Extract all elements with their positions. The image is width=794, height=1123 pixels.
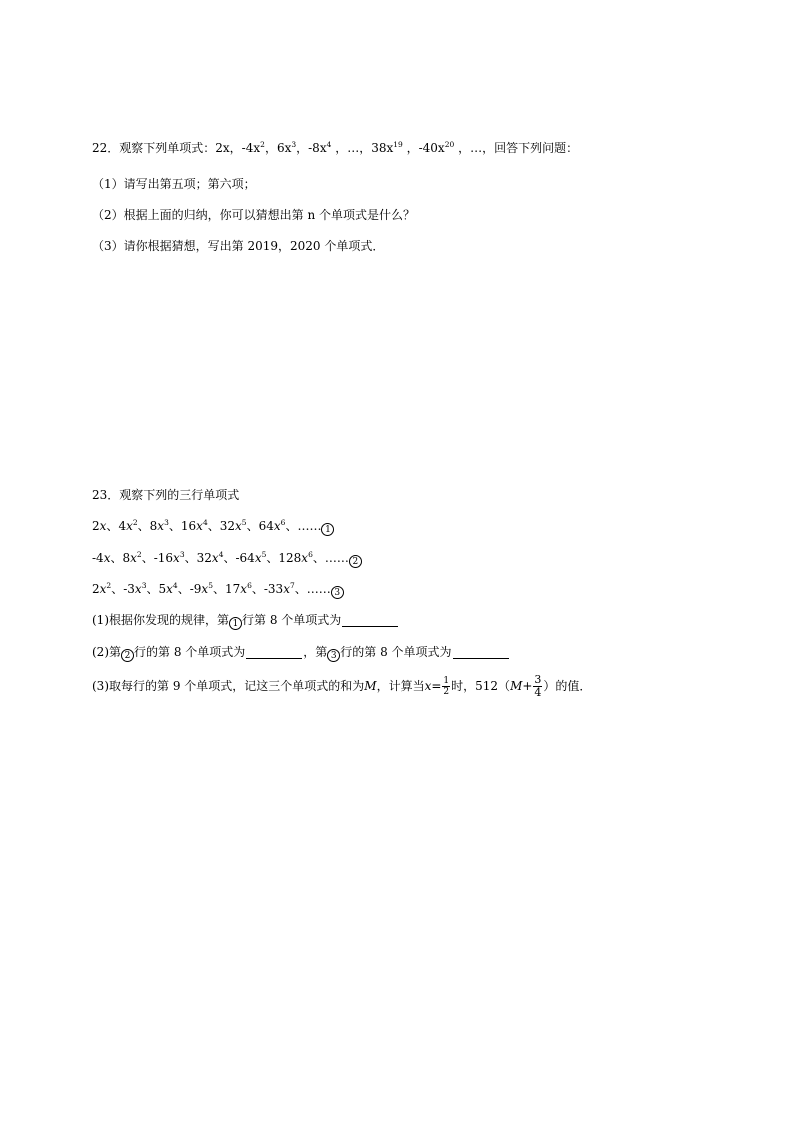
term-variable: x: [134, 582, 142, 596]
term-coefficient: -3: [123, 582, 135, 596]
term-coefficient: 32: [196, 551, 212, 565]
term-variable: x: [157, 519, 165, 533]
term: ，6x: [264, 141, 292, 155]
q23-part-1: [92, 611, 399, 630]
text: (3)取每行的第 9 个单项式，记这三个单项式的和为: [92, 679, 365, 693]
exponent: 19: [393, 140, 403, 149]
term-coefficient: 16: [180, 519, 197, 533]
circled-marker: 1: [321, 523, 334, 536]
term-variable: x: [240, 582, 248, 596]
q22-part-3: （3）请你根据猜想，写出第 2019，2020 个单项式．: [92, 239, 385, 253]
exponent: 5: [241, 518, 247, 527]
q22-stem-text: 观察下列单项式：2x，-4x: [119, 141, 261, 155]
numerator: 1: [443, 676, 450, 686]
term-coefficient: 8: [122, 551, 131, 565]
text: ）的值．: [543, 679, 592, 693]
fraction: [442, 676, 450, 697]
term-coefficient: -9: [189, 582, 202, 596]
exponent: 4: [218, 550, 224, 559]
q23-number: 23．: [92, 488, 120, 502]
term-variable: x: [173, 551, 180, 565]
term-coefficient: 4: [118, 519, 127, 533]
denominator: 2: [443, 687, 450, 697]
text: (2)第: [92, 645, 121, 659]
exponent: 2: [106, 581, 112, 590]
circled-marker: 3: [331, 586, 344, 599]
term-coefficient: 32: [219, 519, 236, 533]
circled-marker: 2: [121, 649, 134, 662]
term-coefficient: -4: [92, 551, 104, 565]
text: +: [522, 679, 533, 693]
text: 时，512（: [451, 679, 511, 693]
term-variable: x: [99, 519, 107, 533]
exponent: 20: [444, 140, 455, 149]
variable: M: [510, 679, 523, 693]
ellipsis: ……: [297, 519, 322, 533]
term: ，-8x: [296, 141, 327, 155]
exponent: 6: [280, 518, 286, 527]
term-variable: x: [99, 582, 107, 596]
term-variable: x: [211, 551, 219, 565]
circled-marker: 1: [229, 617, 242, 630]
denominator: 4: [534, 686, 542, 699]
text: 行的第 8 个单项式为: [134, 645, 246, 659]
variable: x: [424, 679, 432, 693]
answer-blank[interactable]: [246, 646, 302, 659]
exponent: 6: [247, 581, 252, 590]
exponent: 4: [202, 518, 208, 527]
term-coefficient: 2: [92, 582, 100, 596]
separator: 、: [111, 582, 124, 596]
term-coefficient: -16: [153, 551, 174, 565]
term: ，…，38x: [331, 141, 394, 155]
separator: 、: [110, 551, 123, 565]
term-variable: x: [130, 551, 137, 565]
q23-part-3: [92, 674, 591, 699]
separator: 、: [207, 519, 220, 533]
term-coefficient: 128: [278, 551, 302, 565]
separator: 、: [168, 519, 181, 533]
separator: 、: [137, 519, 150, 533]
fraction: [533, 674, 542, 699]
term-coefficient: 17: [225, 582, 241, 596]
term-variable: x: [283, 582, 290, 596]
separator: 、: [141, 551, 154, 565]
separator: 、: [106, 519, 119, 533]
q23-row-1: [92, 517, 334, 536]
text: =: [431, 679, 442, 693]
exponent: 2: [136, 550, 142, 559]
term-coefficient: -64: [235, 551, 255, 565]
text: 行第 8 个单项式为: [242, 613, 342, 627]
term-coefficient: 64: [258, 519, 274, 533]
exponent: 4: [326, 140, 332, 149]
exponent: 2: [132, 518, 138, 527]
term: ，…，回答下列问题：: [454, 141, 579, 155]
ellipsis: ……: [306, 582, 331, 596]
ellipsis: ……: [324, 551, 349, 565]
q23-part-2: [92, 643, 510, 662]
term-variable: x: [301, 551, 309, 565]
term-coefficient: 5: [158, 582, 167, 596]
variable: M: [364, 679, 377, 693]
text: ，计算当: [376, 679, 425, 693]
text: 行的第 8 个单项式为: [340, 645, 452, 659]
q23-row-3: [92, 580, 344, 599]
exponent: 4: [172, 581, 178, 590]
answer-blank[interactable]: [342, 614, 398, 627]
exponent: 3: [179, 550, 185, 559]
separator: 、: [312, 551, 325, 565]
exponent: 6: [308, 550, 313, 559]
circled-marker: 3: [327, 649, 340, 662]
circled-marker: 2: [349, 555, 362, 568]
term-coefficient: 8: [149, 519, 158, 533]
separator: 、: [294, 582, 307, 596]
exponent: 3: [291, 140, 297, 149]
q23-stem-text: 观察下列的三行单项式: [119, 488, 240, 502]
term-variable: x: [254, 551, 262, 565]
term-variable: x: [166, 582, 173, 596]
term-variable: x: [235, 519, 242, 533]
q22-part-2: （2）根据上面的归纳，你可以猜想出第 n 个单项式是什么？: [92, 208, 415, 222]
separator: 、: [285, 519, 298, 533]
separator: 、: [184, 551, 197, 565]
term: ，-40x: [402, 141, 445, 155]
term-coefficient: 2: [92, 519, 100, 533]
exponent: 3: [141, 581, 147, 590]
exponent: 7: [289, 581, 295, 590]
separator: 、: [223, 551, 236, 565]
exponent: 2: [260, 140, 265, 149]
separator: 、: [246, 519, 259, 533]
q22-part-1: （1）请写出第五项；第六项；: [92, 177, 256, 191]
separator: 、: [177, 582, 190, 596]
q22-stem: [92, 139, 578, 157]
q23-stem: [92, 486, 239, 504]
separator: 、: [212, 582, 225, 596]
exponent: 5: [261, 550, 267, 559]
exponent: 5: [208, 581, 213, 590]
term-coefficient: -33: [263, 582, 284, 596]
term-variable: x: [126, 519, 133, 533]
text: ，第: [303, 645, 328, 659]
text: (1)根据你发现的规律，第: [92, 613, 229, 627]
term-variable: x: [196, 519, 203, 533]
numerator: 3: [534, 673, 542, 686]
q23-row-2: [92, 549, 362, 568]
answer-blank[interactable]: [453, 646, 509, 659]
separator: 、: [146, 582, 159, 596]
term-variable: x: [201, 582, 209, 596]
term-variable: x: [103, 551, 111, 565]
exponent: 3: [164, 518, 169, 527]
term-variable: x: [273, 519, 281, 533]
separator: 、: [266, 551, 279, 565]
q22-number: 22．: [92, 141, 120, 155]
separator: 、: [251, 582, 264, 596]
